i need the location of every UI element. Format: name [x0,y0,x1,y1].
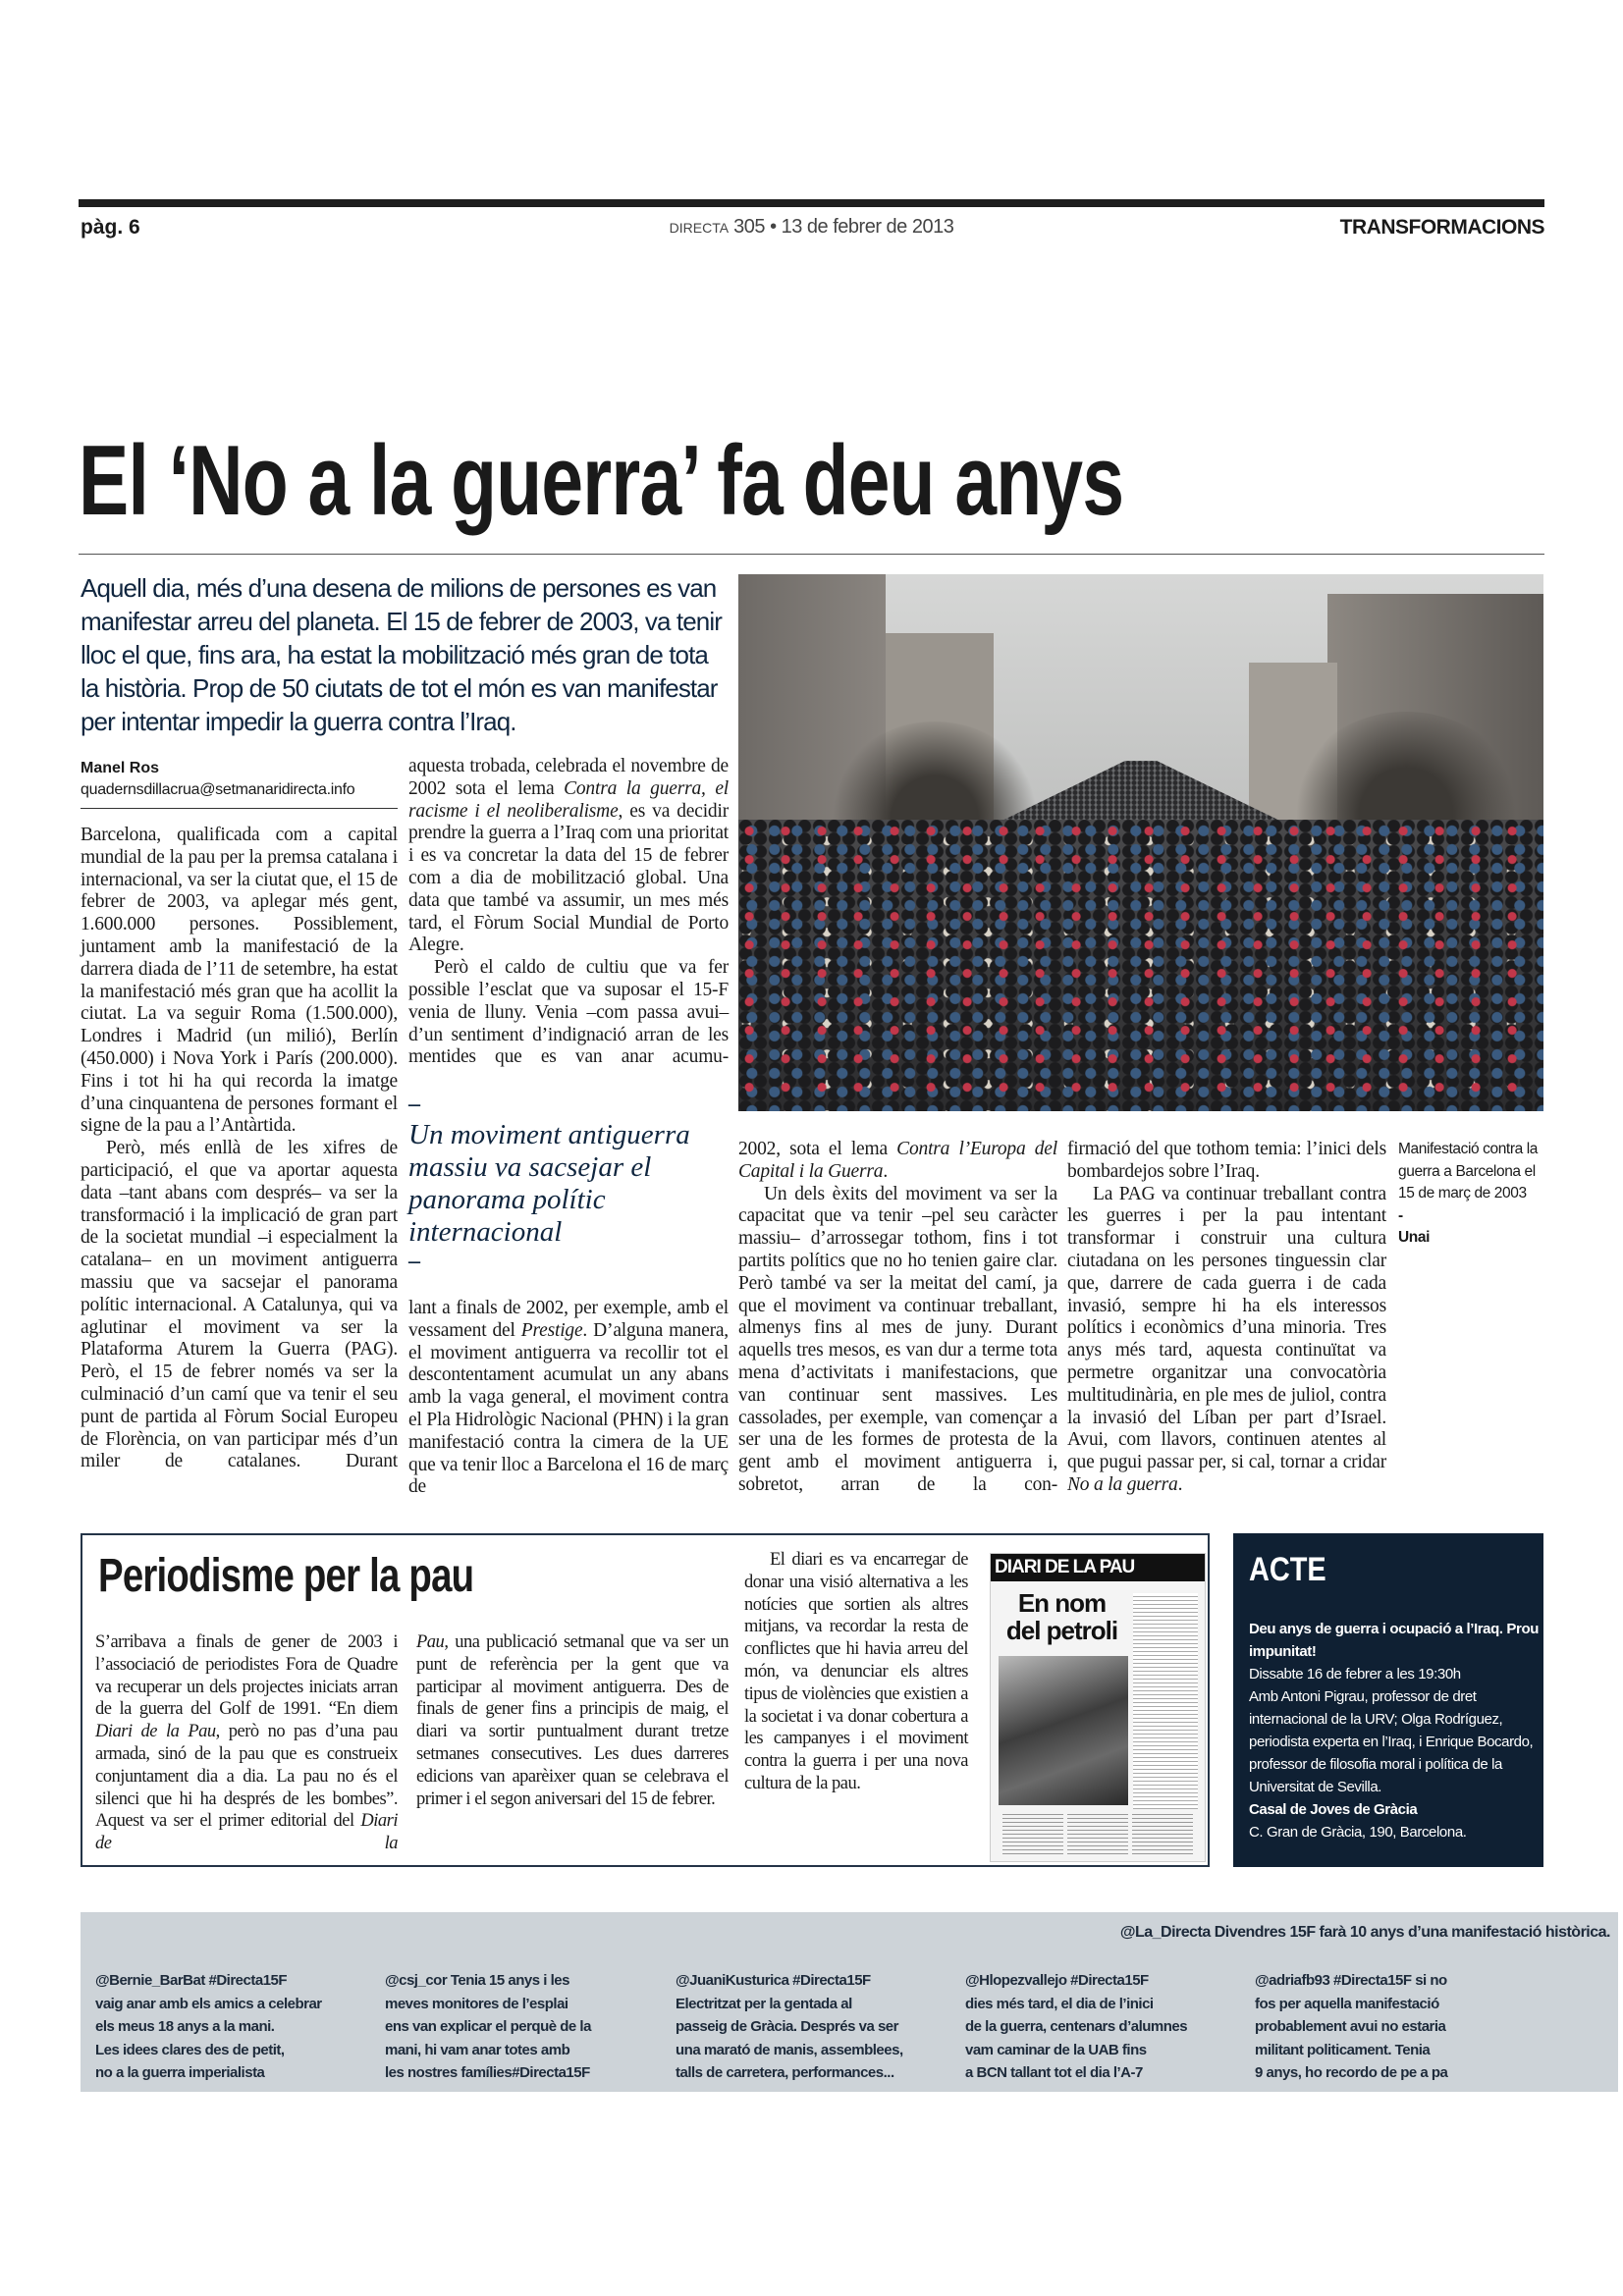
author-name: Manel Ros [81,760,160,776]
newspaper-masthead: DIARI DE LA PAU [991,1554,1205,1581]
text-run: , es va decidir prendre la guerra a l’Iraq com una prioritat i es va concretar la data del 15 de febrer com a dia de mobilització global. Una data que també va assumir, un mes més tard, el Fòrum Social Mundial de Porto Alegre. [408,800,729,956]
sidebar-column-2 [416,1631,729,1810]
photo-crowd-umbrellas [738,820,1543,1111]
event-address: C. Gran de Gràcia, 190, Barcelona. [1249,1824,1467,1841]
event-label: ACTE [1249,1551,1326,1588]
pullquote-dash-top: – [408,1092,420,1117]
article-column-1 [81,825,398,1473]
event-venue: Casal de Joves de Gràcia [1249,1801,1418,1818]
italic-text-run: Diari de la Pau [95,1722,216,1742]
text-run: , una publicació setmanal que va ser un punt de referència per la gent que va participar al moviment antiguerra. Des de finals de gener fins a principis de maig, el diari va sortir puntualment durant tretze setmanes consecutives. Les dues darreres edicions van aparèixer quan se celebrava el primer i el segon aniversari del 15 de febrer. [416,1632,729,1809]
text-run: Però el caldo de cultiu que va fer possible l’esclat que va suposar el 15-F venia de lluny. Venia –com passa avui– d’un sentiment d’indignació arran de les mentides que es van anar acumu- [408,957,729,1068]
paragraph [408,756,729,957]
text-run: Barcelona, qualificada com a capital mundial de la pau per la premsa catalana i internacional, va ser la ciutat que, el 15 de febrer de 2003, va aplegar més gent, 1.600.000 persones. Possiblement, juntament amb la manifestació de la darrera diada de l’11 de setembre, ha estat la manifestació més gran que ha acollit la ciutat. La va seguir Roma (1.500.000), Londres i Madrid (un milió), Berlín (450.000) i Nova York i París (200.000). Fins i tot hi ha qui recorda la imatge d’una cinquantena de persones formant el signe de la pau a l’Antàrtida. [81,825,398,1137]
italic-text-run: Pau [416,1632,445,1652]
italic-text-run: No a la guerra [1067,1473,1178,1495]
tweets-band [81,1912,1618,2092]
sidebar-box-title: Periodisme per la pau [98,1550,474,1602]
caption-separator: - [1398,1206,1403,1224]
pullquote: Un moviment antiguerra massiu va sacsejar el panorama polític internacional [408,1119,690,1248]
pullquote-dash-bottom: – [408,1249,420,1274]
paragraph [738,1184,1057,1497]
photo-caption-block [1398,1139,1545,1250]
italic-text-run: Contra la guerra, el racisme i el neoliberalisme [408,777,730,822]
paragraph [744,1549,968,1795]
paragraph [416,1631,729,1810]
protest-photo [738,574,1543,1111]
issue-date: 305 • 13 de febrer de 2013 [733,216,954,238]
newspaper-cover-image [990,1553,1206,1862]
italic-text-run: Contra l’Europa del Capital i la Guerra [738,1139,1057,1182]
text-run: El diari es va encarregar de donar una visió alternativa a les notícies que sortien als altres mitjans, va recordar la resta de conflictes que hi havia arreu del món, va denunciar els altres tipus de violències que existien a la societat i va donar cobertura a les campanyes i el moviment contra la guerra i per una nova cultura de la pau. [744,1550,968,1793]
photo-credit: Unai [1398,1229,1430,1246]
text-run: S’arribava a finals de gener de 2003 i l’associació de periodistes Fora de Quadre va recuperar un dels projectes iniciats arran de la guerra del Golf de 1991. “En diem [95,1632,398,1720]
text-run: aquesta trobada, celebrada el novembre de 2002 sota el lema [408,756,729,799]
text-run: La PAG va continuar treballant contra les guerres i per la pau intentant transformar i construir una cultura ciutadana on les persones tinguessin clar que, darrere de cada guerra i de cada invasió, sempre hi ha els interessos polítics i econòmics d’una minoria. Tres anys més tard, aquesta continuïtat va permetre organitzar una convocatòria multitudinària, en ple mes de juliol, contra la invasió del Líban per part d’Israel. Avui, com llavors, continuen atentes al que pugui passar per, si cal, tornar a cridar [1067,1183,1386,1473]
tweet: @adriafb93 #Directa15F si no fos per aquella manifestació probablement avui no estaria militant politicament. Tenia 9 anys, ho recordo de pe a pa [1255,1972,1448,2081]
tweet: @csj_cor Tenia 15 anys i les meves monitores de l’esplai ens van explicar el perquè de la mani, hi vam anar totes amb les nostres famílies#Directa15F [385,1972,591,2081]
top-rule [79,199,1544,207]
event-description: Amb Antoni Pigrau, professor de dret internacional de la URV; Olga Rodríguez, periodista experta en l’Iraq, i Enrique Bocardo, professor de filosofia moral i política de la Universitat de Sevilla. [1249,1688,1534,1795]
text-run: lant a finals de 2002, per exemple, amb el vessament del [408,1298,729,1341]
headline-rule [79,554,1544,555]
headline: El ‘No a la guerra’ fa deu anys [79,426,1124,536]
publication-name: DIRECTA [669,220,730,236]
paragraph [81,825,398,1138]
author-email[interactable]: quadernsdillacrua@setmanaridirecta.info [81,781,355,798]
photo-caption: Manifestació contra la guerra a Barcelona el 15 de març de 2003 [1398,1141,1538,1201]
paragraph [1067,1139,1386,1184]
text-run: firmació del que tothom temia: l’inici dels bombardejos sobre l’Iraq. [1067,1139,1386,1182]
tweet: @Bernie_BarBat #Directa15F vaig anar amb els amics a celebrar els meus 18 anys a la mani. Les idees clares des de petit, no a la guerra imperialista [95,1972,322,2081]
italic-text-run: Diari de la [95,1811,398,1854]
sidebar-column-1 [95,1631,398,1855]
event-details [1249,1618,1540,1843]
newspaper-photo [999,1656,1128,1805]
event-title: Deu anys de guerra i ocupació a l’Iraq. Prou impunitat! [1249,1621,1539,1660]
sidebar-column-3 [744,1549,968,1795]
text-run: , però no pas d’una pau armada, sinó de la pau que es construeix conjuntament dia a dia. La pau no és el silenci que hi ha després de les bombes”. Aquest va ser el primer editorial del [95,1722,398,1832]
event-box [1233,1533,1543,1867]
section-name: TRANSFORMACIONS [1339,216,1544,239]
paragraph [95,1631,398,1855]
tweets-header: @La_Directa Divendres 15F farà 10 anys d’una manifestació històrica. [1119,1924,1610,1941]
byline-rule [81,808,398,809]
paragraph [408,957,729,1069]
text-run: 2002, sota el lema [738,1139,897,1159]
page-number: pàg. 6 [81,216,140,239]
paragraph [738,1139,1057,1184]
event-datetime: Dissabte 16 de febrer a les 19:30h [1249,1666,1461,1682]
text-run: Un dels èxits del moviment va ser la capacitat que va tenir –pel seu caràcter massiu– d’arrossegar tothom, fins i tot partits polítics que no ho tenien gaire clar. Però també va ser la meitat del camí, ja que el moviment va continuar treballant, almenys fins al mes de juny. Durant aquells tres mesos, es van dur a terme tota mena d’activitats i manifestacions, que van continuar sent massives. Les cassolades, per exemple, van començar a ser una de les formes de protesta de la gent amb el moviment antiguerra i, sobretot, arran de la con- [738,1183,1057,1495]
text-run: . D’alguna manera, el moviment antiguerra va recollir tot el descontentament acumulat un any abans amb la vaga general, el moviment contra el Pla Hidrològic Nacional (PHN) i la gran manifestació contra la cimera de la UE que va tenir lloc a Barcelona el 16 de març de [408,1319,729,1498]
article-column-2-top [408,756,729,1069]
tweet: @JuaniKusturica #Directa15F Electritzat per la gentada al passeig de Gràcia. Després va ser una marató de manis, assemblees, talls de carretera, performances... [676,1972,903,2081]
newspaper-footer-text [999,1811,1197,1856]
article-column-2-bottom [408,1298,729,1499]
text-run: . [1177,1473,1183,1495]
paragraph [408,1298,729,1499]
article-column-3 [738,1139,1057,1497]
tweet: @Hlopezvallejo #Directa15F dies més tard, el dia de l’inici de la guerra, centenars d’alumnes vam caminar de la UAB fins a BCN tallant tot el dia l’A-7 [965,1972,1188,2081]
italic-text-run: Prestige [520,1319,583,1341]
article-lead: Aquell dia, més d’una desena de milions de persones es van manifestar arreu del planeta. El 15 de febrer de 2003, va tenir lloc el que, fins ara, ha estat la mobilització més gran de tota la història. Prop de 50 ciutats de tot el món es van manifestar per intentar impedir la guerra contra l’Iraq. [81,573,722,736]
text-run: Però, més enllà de les xifres de participació, el que va aportar aquesta data –tant abans com després– va ser la transformació i la implicació de gran part de la societat mundial –i especialment la catalana– en un moviment antiguerra massiu que va sacsejar el panorama polític internacional. A Catalunya, qui va aglutinar el moviment va ser la Plataforma Aturem la Guerra (PAG). Però, el 15 de febrer només va ser la culminació d’un camí que va tenir el seu punt de partida al Fòrum Social Europeu de Florència, on van participar més d’un miler de catalanes. Durant [81,1138,398,1472]
newspaper-headline: En nom del petroli [1005,1588,1118,1645]
newspaper-text-lines [1133,1593,1198,1809]
article-column-4 [1067,1139,1386,1497]
text-run: . [883,1160,889,1182]
paragraph [81,1138,398,1473]
paragraph [1067,1184,1386,1497]
